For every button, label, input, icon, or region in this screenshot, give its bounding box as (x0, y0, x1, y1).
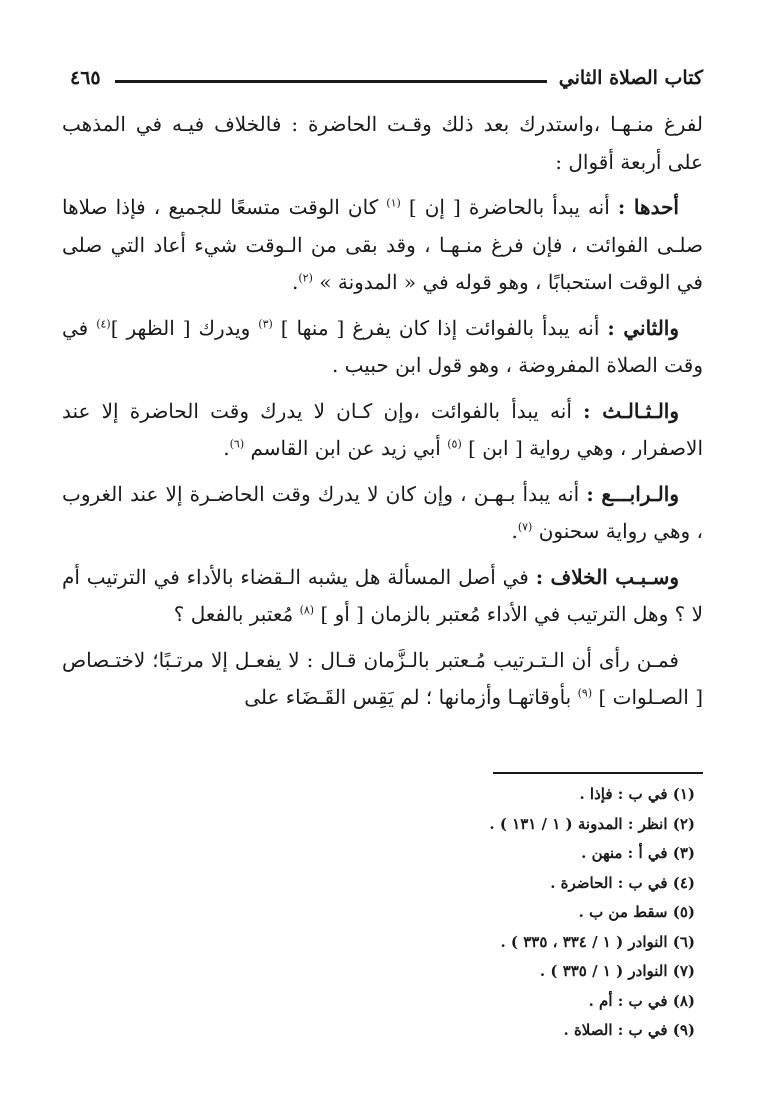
footnote-item: (٤) في ب : الحاضرة . (550, 873, 695, 892)
footnote-item: (٢) انظر : المدونة ( ١ / ١٣١ ) . (489, 814, 695, 833)
footnote-ref: (٣) (258, 316, 273, 330)
book-title: كتاب الصلاة الثاني (558, 67, 703, 89)
footnotes (62, 780, 695, 1046)
footnote-item: (٩) في ب : الصلاة . (563, 1021, 695, 1039)
paragraph-cause-of-disagreement (62, 559, 703, 634)
paragraph-text: . (292, 270, 299, 294)
paragraph-second-opinion (62, 310, 703, 385)
paragraph-text: لفرغ منـهـا ،واستدرك بعد ذلك وقـت الحاضرة : فالخلاف فيـه في المذهب على أربعة أقوال : (62, 112, 703, 174)
footnote-item: (٧) النوادر ( ١ / ٣٣٥ ) . (539, 962, 695, 980)
footnote-item: (٨) في ب : أم . (588, 991, 695, 1010)
paragraph-heading: والـرابـــع : (586, 481, 679, 506)
paragraph-text: . (511, 519, 518, 543)
running-header (70, 62, 703, 94)
paragraph-heading: والثاني : (607, 315, 679, 340)
footnote-ref: (٩) (577, 686, 593, 700)
paragraph-text: في أصل المسألة هل يشبه الـقضاء بالأداء في الترتيب أم لا ؟ وهل الترتيب في الأداء مُعتبر بالزمان [ أو ] (62, 564, 703, 626)
paragraph-text: أنه يبدأ بالفوائت إذا كان يفرغ [ منها ] (272, 315, 608, 340)
header-rule (115, 80, 547, 83)
paragraph-third-opinion (62, 393, 703, 468)
paragraph-first-opinion (62, 189, 703, 302)
footnote-ref: (٥) (447, 437, 462, 451)
footnote-ref: (٨) (299, 603, 315, 617)
footnote-ref: (١) (386, 196, 401, 210)
paragraph-text: مُعتبر بالفعل ؟ (173, 602, 300, 626)
paragraph-intro (62, 106, 703, 181)
footnote-separator (493, 772, 703, 774)
paragraph-ordering-view (62, 642, 703, 717)
footnote-item: (٥) سقط من ب . (578, 903, 695, 921)
paragraph-text: أنه يبدأ بـهـن ، وإن كان لا يدرك وقت الحاضـرة إلا عند الغروب ، وهي رواية سحنون (62, 481, 703, 543)
page-number: ٤٦٥ (70, 67, 101, 89)
paragraph-heading: وسـبـب الخلاف : (535, 564, 679, 589)
footnote-ref: (٧) (517, 520, 533, 534)
paragraph-fourth-opinion (62, 476, 703, 551)
paragraph-text: أبي زيد عن ابن القاسم (244, 436, 448, 460)
paragraph-text: ويدرك [ الظهر ] (110, 315, 259, 340)
footnote-ref: (٢) (298, 271, 313, 285)
paragraph-heading: والـثـالـث : (583, 398, 679, 423)
paragraph-text: أنه يبدأ بالحاضرة [ إن ] (400, 195, 618, 219)
paragraph-text: بأوقاتهـا وأزمانها ؛ لم يَقِس القَـضَاء على (244, 685, 578, 709)
footnote-ref: (٤) (96, 316, 111, 330)
paragraph-text: كان الوقت متسعًا للجميع ، فإذا صلاها صلـى الفوائت ، فإن فرغ منـهـا ، وقد بقى من الـوقت شيء أعاد التي صلى في الوقت استحبابًا ، وهو قوله في « المدونة » (62, 195, 703, 294)
footnote-item: (١) في ب : فإذا . (579, 785, 695, 803)
paragraph-text: أنه يبدأ بالفوائت ،وإن كـان لا يدرك وقت الحاضرة إلا عند الاصفرار ، وهي رواية [ ابن ] (62, 398, 703, 460)
paragraph-heading: أحدها : (617, 195, 679, 219)
footnote-item: (٦) النوادر ( ١ / ٣٣٤ ، ٣٣٥ ) . (500, 932, 695, 951)
footnote-item: (٣) في أ : منهن . (581, 844, 695, 862)
paragraph-text: . (223, 436, 230, 460)
main-text (62, 106, 703, 725)
footnote-ref: (٦) (229, 437, 245, 451)
paragraph-text: فمـن رأى أن الـتـرتيب مُـعتبر بالـزَّمان قـال : لا يفعـل إلا مرتـبًا؛ لاختـصاص [ الصـلوات ] (62, 647, 703, 709)
paragraph-text: في وقت الصلاة المفروضة ، وهو قول ابن حبيب . (62, 315, 703, 377)
